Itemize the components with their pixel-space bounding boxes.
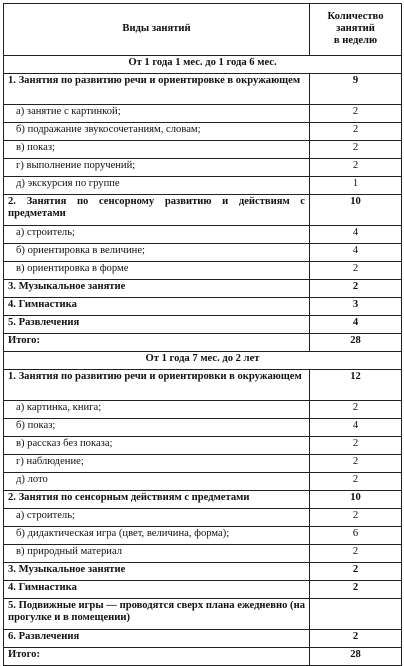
row-value: 10 [310, 195, 402, 226]
header-activity: Виды занятий [4, 4, 310, 56]
section-title: От 1 года 1 мес. до 1 года 6 мес. [4, 56, 402, 74]
row-value: 12 [310, 370, 402, 401]
total-row [4, 334, 402, 352]
table-row [4, 298, 402, 316]
row-value: 2 [310, 437, 402, 455]
row-label: в) показ; [4, 141, 310, 159]
row-label: г) выполнение поручений; [4, 159, 310, 177]
table-row [4, 473, 402, 491]
row-value: 2 [310, 123, 402, 141]
row-label: а) строитель; [4, 509, 310, 527]
row-value: 4 [310, 316, 402, 334]
row-value: 2 [310, 581, 402, 599]
row-label: 3. Музыкальное занятие [4, 280, 310, 298]
row-label: 5. Развлечения [4, 316, 310, 334]
row-label: 2. Занятия по сенсорному развитию и действиям с предметами [4, 195, 310, 226]
row-label: в) природный материал [4, 545, 310, 563]
row-label: б) ориентировка в величине; [4, 244, 310, 262]
table-row [4, 419, 402, 437]
table-row [4, 280, 402, 298]
row-value: 9 [310, 74, 402, 105]
row-label: в) ориентировка в форме [4, 262, 310, 280]
table-row [4, 437, 402, 455]
row-label: 3. Музыкальное занятие [4, 563, 310, 581]
table-row [4, 244, 402, 262]
row-value: 6 [310, 527, 402, 545]
row-label: 4. Гимнастика [4, 298, 310, 316]
table-row [4, 262, 402, 280]
total-value: 28 [310, 334, 402, 352]
table-row [4, 105, 402, 123]
table-header-row [4, 4, 402, 56]
row-value: 2 [310, 545, 402, 563]
row-value: 2 [310, 159, 402, 177]
table-row [4, 226, 402, 244]
total-label: Итого: [4, 648, 310, 666]
table-row [4, 599, 402, 630]
row-label: 1. Занятия по развитию речи и ориентировки в окружающем [4, 370, 310, 401]
total-value: 28 [310, 648, 402, 666]
row-label: б) подражание звукосочетаниям, словам; [4, 123, 310, 141]
row-value: 2 [310, 105, 402, 123]
section-heading [4, 56, 402, 74]
row-label: 4. Гимнастика [4, 581, 310, 599]
row-value: 2 [310, 455, 402, 473]
row-label: г) наблюдение; [4, 455, 310, 473]
table-row [4, 177, 402, 195]
row-label: д) экскурсия по группе [4, 177, 310, 195]
table-row [4, 316, 402, 334]
table-row [4, 74, 402, 105]
row-value: 2 [310, 141, 402, 159]
row-value: 4 [310, 226, 402, 244]
row-value: 2 [310, 473, 402, 491]
row-value: 2 [310, 401, 402, 419]
table-row [4, 527, 402, 545]
row-value: 2 [310, 509, 402, 527]
row-value: 4 [310, 419, 402, 437]
row-label: 2. Занятия по сенсорным действиям с предметами [4, 491, 310, 509]
table-row [4, 491, 402, 509]
row-value: 4 [310, 244, 402, 262]
header-count-line3: в неделю [333, 35, 378, 46]
row-value: 2 [310, 630, 402, 648]
table-row [4, 370, 402, 401]
row-label: 6. Развлечения [4, 630, 310, 648]
row-label: б) показ; [4, 419, 310, 437]
row-label: 5. Подвижные игры — проводятся сверх плана ежедневно (на прогулке и в помещении) [4, 599, 310, 630]
table-row [4, 123, 402, 141]
header-count [310, 4, 402, 56]
row-value: 2 [310, 280, 402, 298]
header-count-line1: Количество [327, 11, 384, 22]
row-label: д) лото [4, 473, 310, 491]
table-row [4, 581, 402, 599]
table-row [4, 455, 402, 473]
table-row [4, 630, 402, 648]
row-value: 1 [310, 177, 402, 195]
total-row [4, 648, 402, 666]
row-label: а) строитель; [4, 226, 310, 244]
row-label: 1. Занятия по развитию речи и ориентировке в окружающем [4, 74, 310, 105]
table-row [4, 401, 402, 419]
row-label: б) дидактическая игра (цвет, величина, форма); [4, 527, 310, 545]
table-row [4, 563, 402, 581]
row-label: а) занятие с картинкой; [4, 105, 310, 123]
row-label: а) картинка, книга; [4, 401, 310, 419]
table-row [4, 159, 402, 177]
row-value: 2 [310, 262, 402, 280]
header-count-line2: занятий [336, 23, 375, 34]
row-label: в) рассказ без показа; [4, 437, 310, 455]
table-row [4, 545, 402, 563]
section-heading [4, 352, 402, 370]
table-row [4, 141, 402, 159]
activities-table [3, 3, 402, 666]
row-value: 2 [310, 563, 402, 581]
row-value: 3 [310, 298, 402, 316]
table-row [4, 509, 402, 527]
row-value [310, 599, 402, 630]
section-title: От 1 года 7 мес. до 2 лет [4, 352, 402, 370]
total-label: Итого: [4, 334, 310, 352]
table-row [4, 195, 402, 226]
row-value: 10 [310, 491, 402, 509]
